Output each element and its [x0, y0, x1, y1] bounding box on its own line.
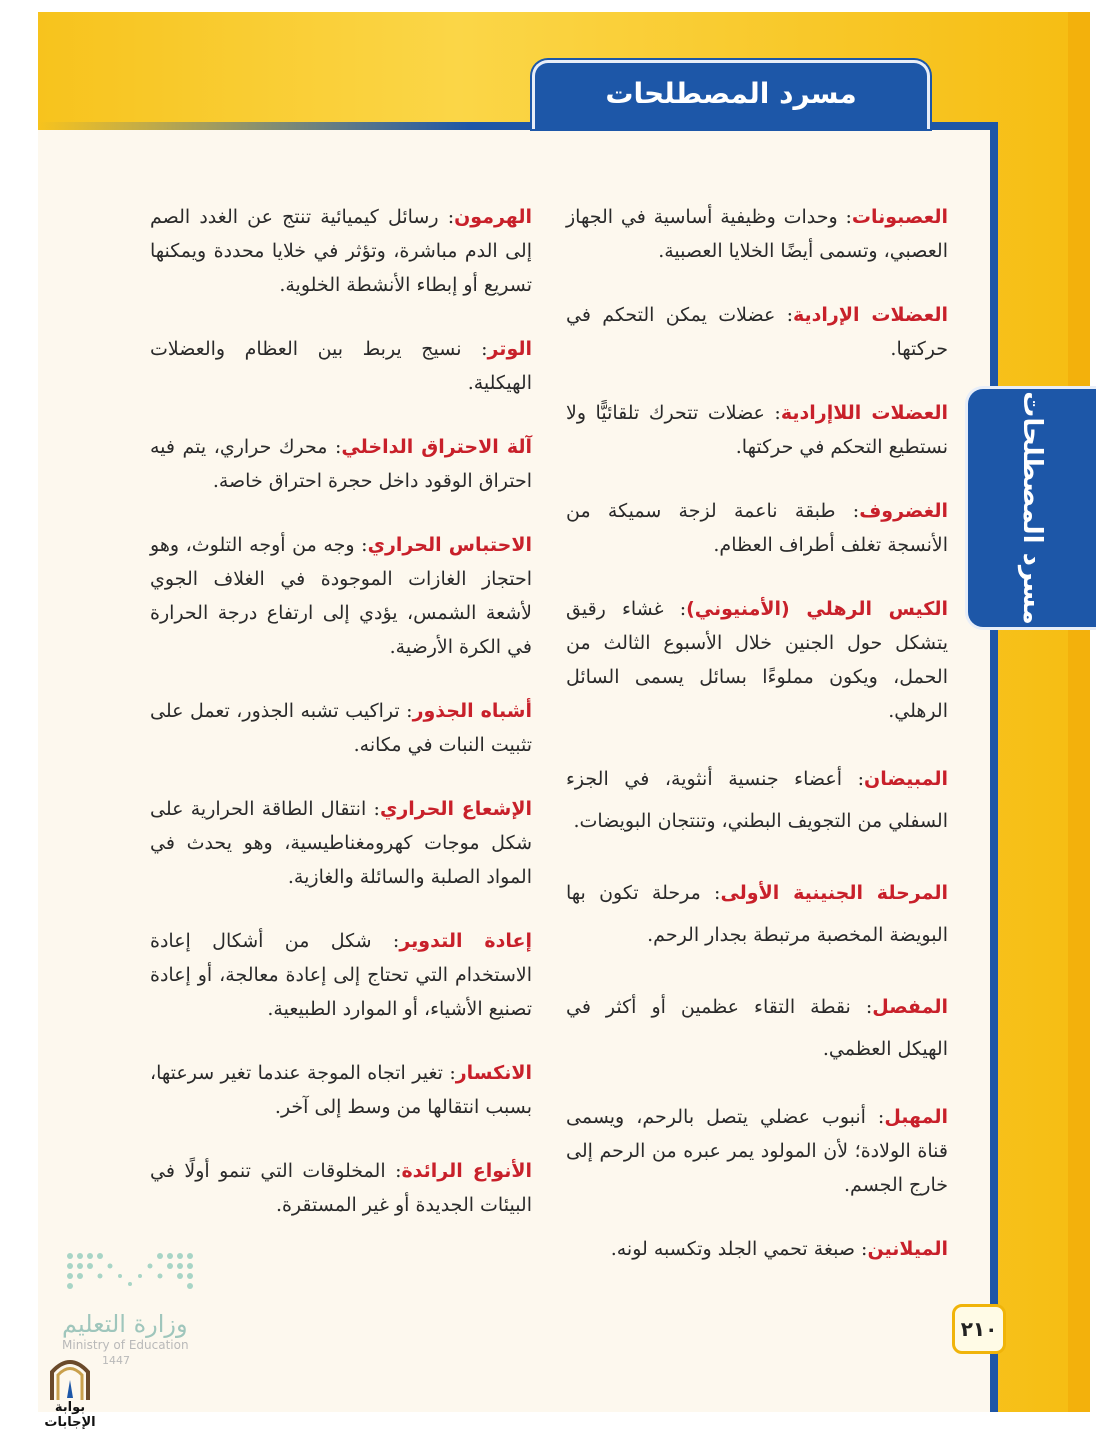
term-name: الغضروف	[859, 500, 948, 522]
page-border-right	[990, 122, 998, 1412]
term-name: آلة الاحتراق الداخلي	[341, 436, 532, 458]
glossary-entry	[566, 758, 948, 842]
ministry-year: 1447	[102, 1354, 130, 1367]
term-definition: عضلات تتحرك تلقائيًّا ولا نستطيع التحكم في حركتها.	[566, 402, 948, 458]
side-tab	[965, 386, 1096, 630]
ministry-name-ar: وزارة التعليم	[62, 1310, 188, 1338]
glossary-entry	[566, 396, 948, 464]
term-separator: :	[461, 338, 488, 360]
term-name: الكيس الرهلي (الأمنيوني)	[686, 598, 948, 620]
term-definition: محرك حراري، يتم فيه احتراق الوقود داخل حجرة احتراق خاصة.	[150, 436, 532, 492]
portal-logo	[30, 1350, 110, 1430]
glossary-entry	[150, 1154, 532, 1222]
glossary-entry	[566, 298, 948, 366]
term-separator: :	[842, 768, 865, 790]
term-definition: مرحلة تكون بها البويضة المخصبة مرتبطة بجدار الرحم.	[566, 882, 948, 946]
term-name: الاحتباس الحراري	[367, 534, 532, 556]
term-name: المهبل	[884, 1106, 948, 1128]
glossary-entry	[566, 200, 948, 268]
term-name: الهرمون	[454, 206, 532, 228]
glossary-entry	[566, 494, 948, 562]
term-definition: أعضاء جنسية أنثوية، في الجزء السفلي من التجويف البطني، وتنتجان البويضات.	[566, 768, 948, 832]
term-separator: :	[354, 534, 368, 556]
term-separator: :	[835, 500, 860, 522]
glossary-entry	[150, 200, 532, 302]
glossary-entry	[150, 924, 532, 1026]
term-definition: تراكيب تشبه الجذور، تعمل على تثبيت النبات في مكانه.	[150, 700, 532, 756]
glossary-entry	[150, 430, 532, 498]
glossary-column-left	[150, 200, 532, 1222]
term-separator: :	[775, 304, 793, 326]
side-tab-label: مسرد المصطلحات	[1017, 391, 1047, 625]
term-definition: تغير اتجاه الموجة عندما تغير سرعتها، بسبب انتقالها من وسط إلى آخر.	[150, 1062, 532, 1118]
glossary-entry	[150, 1056, 532, 1124]
term-separator: :	[385, 1160, 402, 1182]
term-definition: أنبوب عضلي يتصل بالرحم، ويسمى قناة الولادة؛ لأن المولود يمر عبره من الرحم إلى خارج الجسم.	[566, 1106, 948, 1196]
term-name: العصبونات	[851, 206, 948, 228]
page-title: مسرد المصطلحات	[605, 77, 857, 110]
term-separator: :	[438, 206, 455, 228]
ministry-name-en: Ministry of Education	[62, 1338, 189, 1352]
glossary-entry	[150, 332, 532, 400]
term-separator: :	[399, 700, 413, 722]
term-name: إعادة التدوير	[399, 930, 532, 952]
glossary-column-right	[566, 200, 948, 1266]
term-name: المبيضان	[864, 768, 948, 790]
term-separator: :	[837, 206, 852, 228]
glossary-entry	[150, 792, 532, 894]
term-separator: :	[442, 1062, 456, 1084]
term-separator: :	[764, 402, 781, 424]
term-name: أشباه الجذور	[412, 700, 532, 722]
term-separator: :	[366, 798, 380, 820]
term-separator: :	[371, 930, 400, 952]
term-name: الميلانين	[867, 1238, 948, 1260]
term-name: العضلات اللاإرادية	[780, 402, 949, 424]
glossary-entry	[566, 986, 948, 1070]
portal-label: بوابة الإجابات	[44, 1400, 96, 1430]
term-name: الأنواع الرائدة	[401, 1160, 532, 1182]
portal-arch-icon	[30, 1350, 110, 1402]
term-definition: صبغة تحمي الجلد وتكسبه لونه.	[610, 1238, 855, 1260]
header-banner	[532, 60, 930, 129]
term-definition: غشاء رقيق يتشكل حول الجنين خلال الأسبوع الثالث من الحمل، ويكون مملوءًا بسائل يسمى السائل الرهلي.	[566, 598, 948, 722]
glossary-entry	[566, 1100, 948, 1202]
glossary-entry	[150, 694, 532, 762]
term-definition: نقطة التقاء عظمين أو أكثر في الهيكل العظمي.	[566, 996, 948, 1060]
glossary-entry	[150, 528, 532, 664]
term-name: الوتر	[487, 338, 532, 360]
term-name: العضلات الإرادية	[792, 304, 948, 326]
term-name: المرحلة الجنينية الأولى	[720, 882, 948, 904]
page-number: ٢١٠	[952, 1304, 1006, 1354]
glossary-entry	[566, 872, 948, 956]
term-name: الإشعاع الحراري	[379, 798, 532, 820]
term-separator: :	[865, 1106, 885, 1128]
ministry-logo-icon	[64, 1250, 200, 1290]
term-separator: :	[854, 1238, 868, 1260]
term-definition: رسائل كيميائية تنتج عن الغدد الصم إلى الدم مباشرة، وتؤثر في خلايا محددة ويمكنها تسريع أو إبطاء الأنشطة الخلوية.	[150, 206, 532, 296]
term-name: الانكسار	[455, 1062, 532, 1084]
glossary-entry	[566, 592, 948, 728]
page-frame-edge	[1068, 12, 1090, 1412]
term-separator: :	[850, 996, 873, 1018]
term-definition: وحدات وظيفية أساسية في الجهاز العصبي، وتسمى أيضًا الخلايا العصبية.	[566, 206, 948, 262]
term-definition: المخلوقات التي تنمو أولًا في البيئات الجديدة أو غير المستقرة.	[150, 1160, 532, 1216]
term-definition: انتقال الطاقة الحرارية على شكل موجات كهرومغناطيسية، وهو يحدث في المواد الصلبة والسائلة والغازية.	[150, 798, 532, 888]
term-separator: :	[663, 598, 687, 620]
term-definition: شكل من أشكال إعادة الاستخدام التي تحتاج إلى إعادة معالجة، أو إعادة تصنيع الأشياء، أو الموارد الطبيعية.	[150, 930, 532, 1020]
glossary-entry	[566, 1232, 948, 1266]
term-separator: :	[700, 882, 721, 904]
term-definition: طبقة ناعمة لزجة سميكة من الأنسجة تغلف أطراف العظام.	[566, 500, 948, 556]
term-definition: نسيج يربط بين العظام والعضلات الهيكلية.	[150, 338, 532, 394]
term-name: المفصل	[872, 996, 948, 1018]
term-definition: عضلات يمكن التحكم في حركتها.	[566, 304, 948, 360]
term-definition: وجه من أوجه التلوث، وهو احتجاز الغازات الموجودة في الغلاف الجوي لأشعة الشمس، يؤدي إلى ارتفاع درجة الحرارة في الكرة الأرضية.	[150, 534, 532, 658]
term-separator: :	[327, 436, 342, 458]
